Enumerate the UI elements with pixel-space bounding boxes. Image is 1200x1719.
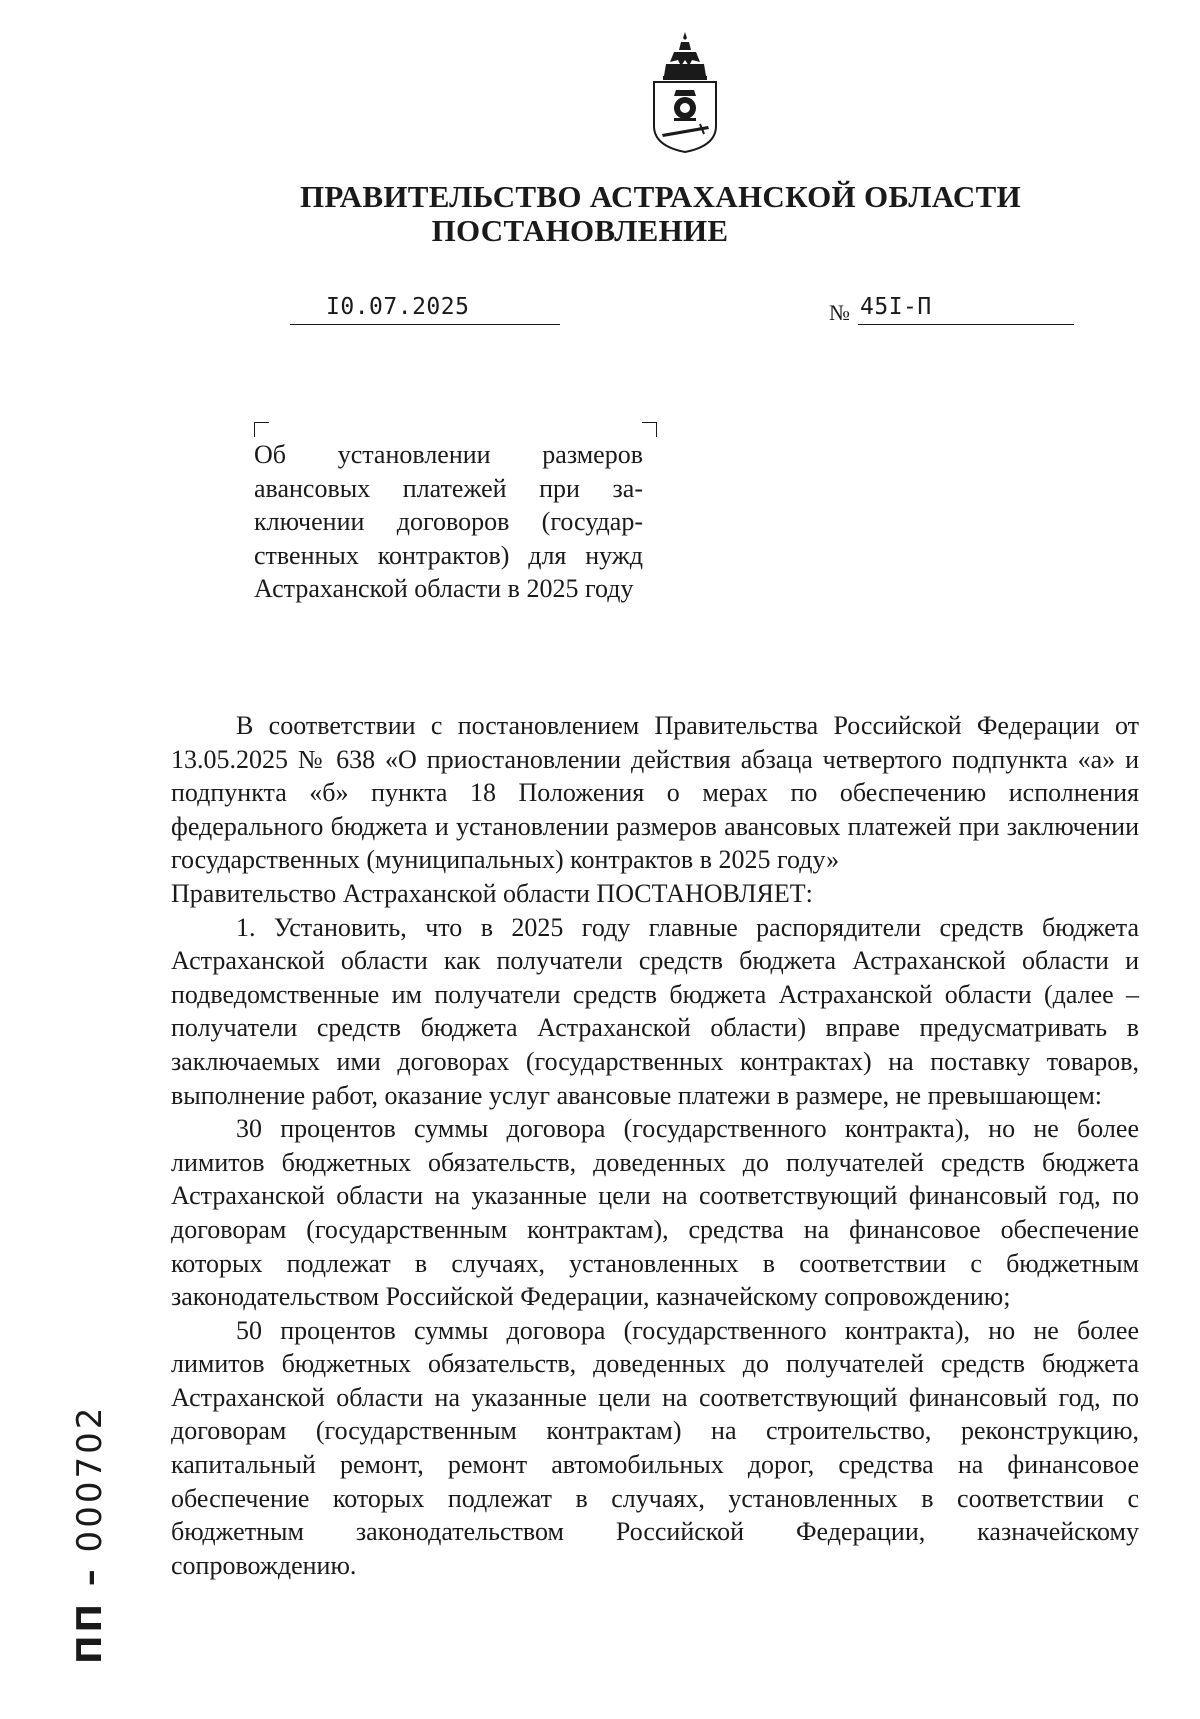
subject-corner-right (642, 422, 657, 437)
serial-prefix: ПП – (70, 1566, 110, 1664)
serial-stamp (22, 1364, 110, 1664)
document-body (171, 709, 1139, 1582)
subject-text: Об установлении размеров авансовых платежей при заключении договоров (государственных контрактов) для нужд Астраханской области в 2025 году (254, 440, 643, 603)
body-paragraph: 30 процентов суммы договора (государственного контракта), но не более лимитов бюджетных обязательств, доведенных до получателей средств бюджета Астраханской области на указанные цели на соответствующий финансовый год, по договорам (государственным контрактам), средства на финансовое обеспечение которых подлежат в случаях, установленных в соответствии с бюджетным законодательством Российской Федерации, казначейскому сопровождению; (171, 1114, 1139, 1312)
number-line (858, 296, 1074, 325)
body-paragraph: 50 процентов суммы договора (государственного контракта), но не более лимитов бюджетных обязательств, доведенных до получателей средств бюджета Астраханской области на указанные цели на соответствующий финансовый год, по договорам (государственным контрактам) на строительство, реконструкцию, капитальный ремонт, ремонт автомобильных дорог, средства на финансовое обеспечение которых подлежат в случаях, установленных в соответствии с бюджетным законодательством Российской Федерации, казначейскому сопровождению. (171, 1315, 1139, 1580)
body-paragraph: В соответствии с постановлением Правительства Российской Федерации от 13.05.2025 № 638 «О приостановлении действия абзаца четвертого подпункта «а» и подпункта «б» пункта 18 Положения о мерах по обеспечению исполнения федерального бюджета и установлении размеров авансовых платежей при заключении государственных (муниципальных) контрактов в 2025 году» (171, 711, 1139, 875)
date-line (290, 296, 560, 325)
document-subject (254, 438, 643, 606)
serial-stamp-text (70, 1405, 110, 1664)
document-type: ПОСТАНОВЛЕНИЕ (431, 213, 729, 248)
document-number: 45I-П (860, 294, 932, 320)
astrakhan-coat-of-arms-icon (648, 30, 722, 156)
body-paragraph: 1. Установить, что в 2025 году главные распорядители средств бюджета Астраханской области как получатели средств бюджета Астраханской области и подведомственные им получатели средств бюджета Астраханской области (далее – получатели средств бюджета Астраханской области) вправе предусматривать в заключаемых ими договорах (государственных контрактах) на поставку товаров, выполнение работ, оказание услуг авансовые платежи в размере, не превышающем: (171, 912, 1139, 1110)
subject-corner-left (254, 422, 269, 437)
body-paragraph: Правительство Астраханской области ПОСТАНОВЛЯЕТ: (171, 878, 813, 908)
serial-number: 000702 (70, 1404, 110, 1553)
document-date: I0.07.2025 (326, 294, 470, 320)
number-label: № (829, 300, 850, 325)
org-name: ПРАВИТЕЛЬСТВО АСТРАХАНСКОЙ ОБЛАСТИ (300, 179, 1022, 214)
